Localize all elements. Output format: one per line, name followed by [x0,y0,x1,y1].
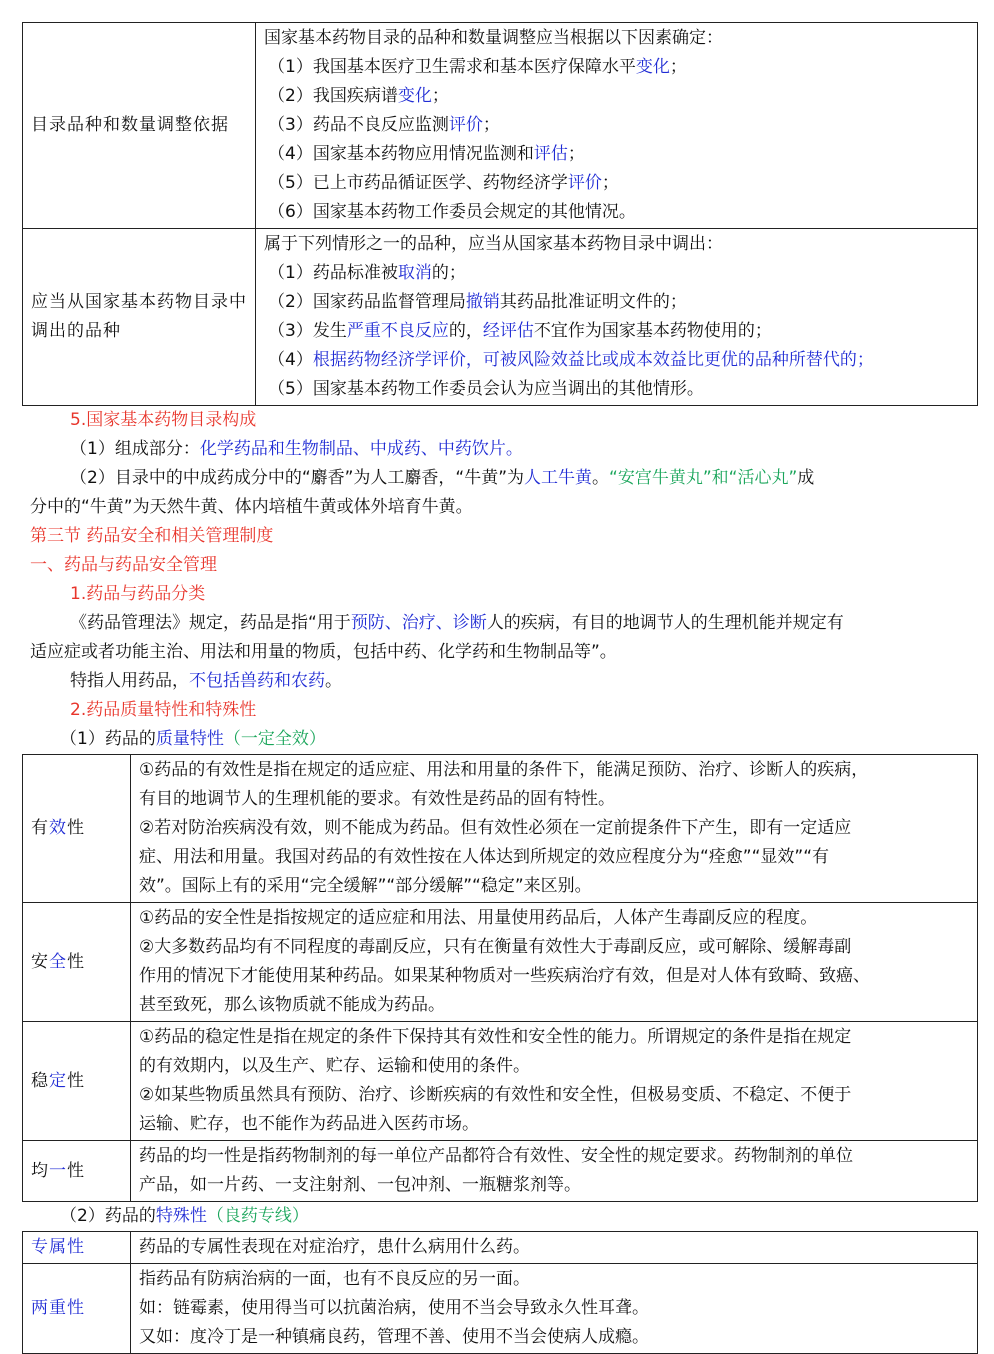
text-run: 其药品批准证明文件的； [499,292,687,312]
content-line: 指药品有防病治病的一面，也有不良反应的另一面。 [139,1269,530,1289]
text-run: 国家基本药物目录的品种和数量调整应当根据以下因素确定： [264,28,723,48]
text-run: 成 [797,468,815,488]
row-label [23,1141,131,1202]
highlight-text: 评价 [448,115,483,135]
highlight-text: 质量特性 [155,729,224,749]
text-run: （2）国家药品监督管理局 [268,292,466,312]
highlight-text: “安宫牛黄丸”和“活心丸” [609,468,798,488]
row-content [256,23,978,229]
row-label [23,1022,131,1141]
text-run: （6）国家基本药物工作委员会规定的其他情况。 [268,202,636,222]
content-line: 症、用法和用量。我国对药品的有效性按在人体达到所规定的效应程度分为“痊愈”“显效”“有 [139,847,830,867]
text-run: ； [431,86,449,106]
paragraph-line [22,464,977,493]
special-heading [22,1202,977,1231]
text-run: 属于下列情形之一的品种，应当从国家基本药物目录中调出： [264,234,723,254]
table-row [23,755,978,903]
paragraph-line [22,435,977,464]
highlight-text: 变化 [635,57,670,77]
content-line [264,169,969,198]
content-line [264,198,969,227]
content-line: ①药品的稳定性是指在规定的条件下保持其有效性和安全性的能力。所谓规定的条件是指在规定 [139,1027,852,1047]
row-label [23,903,131,1022]
sub-heading: 1.药品与药品分类 [70,584,206,604]
text-run: ； [567,144,585,164]
highlight-text: 经评估 [482,321,534,341]
table-row [23,23,978,229]
text-run: 。 [325,671,342,691]
content-line: 药品的专属性表现在对症治疗，患什么病用什么药。 [139,1237,530,1257]
text-run: 稳 [31,1070,49,1091]
quality-heading [22,725,977,754]
highlight-text: 严重不良反应 [346,321,449,341]
definition-paragraph [22,609,977,696]
table-row [23,1141,978,1202]
content-line: 如：链霉素，使用得当可以抗菌治病，使用不当会导致永久性耳聋。 [139,1298,649,1318]
text-run: 适应症或者功能主治、用法和用量的物质，包括中药、化学药和生物制品等”。 [30,642,617,662]
highlight-text: （一定全效） [223,729,326,749]
content-line [264,82,969,111]
content-line: ①药品的有效性是指在规定的适应症、用法和用量的条件下，能满足预防、治疗、诊断人的疾病， [139,760,869,780]
text-run: 《药品管理法》规定，药品是指“用于 [70,613,351,633]
content-line [264,111,969,140]
content-line: 的有效期内，以及生产、贮存、运输和使用的条件。 [139,1056,530,1076]
text-run: 安 [31,951,49,972]
text-run: 性 [67,951,85,972]
text-run: （1）我国基本医疗卫生需求和基本医疗保障水平 [268,57,636,77]
text-run: 有 [31,818,49,838]
text-run: 性 [67,1070,85,1091]
text-run: （1）组成部分： [70,439,200,459]
table-row [23,1264,978,1354]
text-run: （1）药品标准被 [268,263,398,283]
paragraph-line [22,493,977,522]
text-run: 性 [67,1160,85,1181]
highlight-text: 不包括兽药和农药 [189,671,325,691]
quality-characteristics-table [22,754,978,1202]
text-run: 的， [448,321,483,341]
row-content [131,1022,978,1141]
section-5-lines [22,435,977,522]
content-line [264,346,969,375]
text-run: （1）药品的 [60,729,156,749]
section-heading: 5.国家基本药物目录构成 [70,410,257,430]
content-line: 产品，如一片药、一支注射剂、一包冲剂、一瓶糖浆剂等。 [139,1175,581,1195]
text-run: ； [669,57,687,77]
highlight-text: 特殊性 [155,1206,207,1226]
text-run: 性 [67,818,85,838]
row-content [131,1232,978,1264]
row-content [131,1264,978,1354]
text-run: ； [601,173,619,193]
highlight-text: 评价 [567,173,602,193]
highlight-text: 根据药物经济学评价，可被风险效益比或成本效益比更优的品种所替代的； [312,350,874,370]
row-content [131,1141,978,1202]
highlight-text: 撤销 [465,292,500,312]
highlight-text: 变化 [397,86,432,106]
content-line [264,140,969,169]
content-line: 运输、贮存，也不能作为药品进入医药市场。 [139,1114,479,1134]
table-row [23,229,978,406]
highlight-text: 评估 [533,144,568,164]
text-run: （5）已上市药品循证医学、药物经济学 [268,173,568,193]
highlight-text: 效 [49,818,67,838]
content-line: 又如：度冷丁是一种镇痛良药，管理不善、使用不当会使病人成瘾。 [139,1327,649,1347]
content-line [264,288,969,317]
sub-heading: 2.药品质量特性和特殊性 [70,700,257,720]
highlight-text: 人工牛黄 [524,468,593,488]
text-run: （3）发生 [268,321,347,341]
text-run: （4）国家基本药物应用情况监测和 [268,144,534,164]
content-line [264,24,969,53]
content-line: 作用的情况下才能使用某种药品。如果某种物质对一些疾病治疗有效，但是对人体有致畸、致癌、 [139,966,870,986]
content-line: 甚至致死，那么该物质就不能成为药品。 [139,995,445,1015]
table-row [23,903,978,1022]
content-line [264,259,969,288]
text-run: 均 [31,1160,49,1181]
highlight-text: 取消 [397,263,432,283]
highlight-text: 全 [49,951,67,972]
text-run: （2）目录中的中成药成分中的“麝香”为人工麝香，“牛黄”为 [70,468,525,488]
content-line: 有目的地调节人的生理机能的要求。有效性是药品的固有特性。 [139,789,615,809]
text-run: 的； [431,263,466,283]
text-run: 特指人用药品， [70,671,189,691]
content-line: ①药品的安全性是指按规定的适应症和用法、用量使用药品后，人体产生毒副反应的程度。 [139,908,818,928]
highlight-text: 一 [49,1160,67,1181]
highlight-text: 化学药品和生物制品、中成药、中药饮片。 [199,439,523,459]
paragraph-line [22,609,977,638]
highlight-text: （良药专线） [206,1206,309,1226]
row-content [131,903,978,1022]
content-line [264,53,969,82]
content-line [264,230,969,259]
text-run: （5）国家基本药物工作委员会认为应当调出的其他情形。 [268,379,704,399]
content-line [264,317,969,346]
special-characteristics-table [22,1231,978,1354]
table-row [23,1022,978,1141]
paragraph-line [22,667,977,696]
highlight-text: 预防、治疗、诊断 [350,613,487,633]
text-run: 不宜作为国家基本药物使用的； [533,321,772,341]
part-heading: 一、药品与药品安全管理 [30,555,217,575]
content-line: 效”。国际上有的采用“完全缓解”“部分缓解”“稳定”来区别。 [139,876,592,896]
table-row [23,1232,978,1264]
section-5 [22,406,977,522]
text-run: 人的疾病，有目的地调节人的生理机能并规定有 [486,613,844,633]
text-run: （3）药品不良反应监测 [268,115,449,135]
row-label: 专属性 [23,1232,131,1264]
text-run: 。 [592,468,610,488]
paragraph-line [22,638,977,667]
row-content [256,229,978,406]
row-label: 两重性 [23,1264,131,1354]
content-line: ②如某些物质虽然具有预防、治疗、诊断疾病的有效性和安全性，但极易变质、不稳定、不便于 [139,1085,852,1105]
basic-drug-list-table [22,22,978,406]
row-label: 目录品种和数量调整依据 [23,23,256,229]
content-line [264,375,969,404]
text-run: （2）我国疾病谱 [268,86,398,106]
row-label [23,755,131,903]
content-line: ②若对防治疾病没有效，则不能成为药品。但有效性必须在一定前提条件下产生，即有一定适应 [139,818,852,838]
content-line: 药品的均一性是指药物制剂的每一单位产品都符合有效性、安全性的规定要求。药物制剂的单位 [139,1146,853,1166]
document-page [22,22,977,1354]
text-run: 分中的“牛黄”为天然牛黄、体内培植牛黄或体外培育牛黄。 [30,497,473,517]
row-label: 应当从国家基本药物目录中调出的品种 [23,229,256,406]
highlight-text: 定 [49,1070,67,1091]
chapter-heading: 第三节 药品安全和相关管理制度 [30,526,274,546]
content-line: ②大多数药品均有不同程度的毒副反应，只有在衡量有效性大于毒副反应，或可解除、缓解毒副 [139,937,852,957]
row-content [131,755,978,903]
text-run: （4） [268,350,313,370]
text-run: （2）药品的 [60,1206,156,1226]
text-run: ； [482,115,500,135]
